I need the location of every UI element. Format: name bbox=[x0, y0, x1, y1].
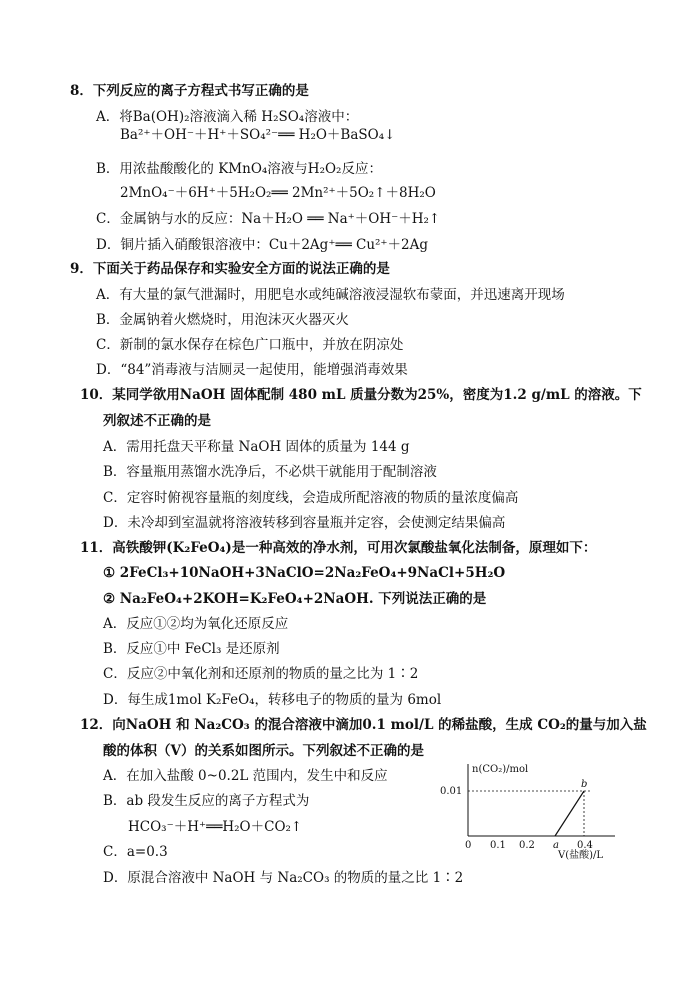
x-tick-label: 0.4 bbox=[577, 840, 593, 851]
x-tick-label: 0.1 bbox=[490, 840, 506, 851]
q10-title: 10．某同学欲用NaOH 固体配制 480 mL 质量分数为25%，密度为1.2 g/mL 的溶液。下 bbox=[80, 387, 642, 403]
q8-option-b: B．用浓盐酸酸化的 KMnO₄溶液与H₂O₂反应： bbox=[96, 161, 382, 177]
q8-option-a-equation: Ba²⁺＋OH⁻＋H⁺＋SO₄²⁻══ H₂O＋BaSO₄↓ bbox=[120, 127, 396, 143]
q11-option-c: C．反应②中氧化剂和还原剂的物质的量之比为 1∶2 bbox=[103, 666, 419, 682]
q12-title: 12．向NaOH 和 Na₂CO₃ 的混合溶液中滴加0.1 mol/L 的稀盐酸，生成 CO₂的量与加入盐 bbox=[80, 717, 647, 733]
q8-option-b-equation: 2MnO₄⁻＋6H⁺＋5H₂O₂══ 2Mn²⁺＋5O₂↑＋8H₂O bbox=[120, 185, 436, 201]
series-line bbox=[555, 791, 584, 836]
q10-option-a: A．需用托盘天平称量 NaOH 固体的质量为 144 g bbox=[103, 439, 410, 455]
q10-title-cont: 列叙述不正确的是 bbox=[103, 413, 211, 429]
q9-option-b: B．金属钠着火燃烧时，用泡沫灭火器灭火 bbox=[96, 312, 349, 328]
q8-title: 8．下列反应的离子方程式书写正确的是 bbox=[70, 83, 309, 99]
q10-option-b: B．容量瓶用蒸馏水洗净后，不必烘干就能用于配制溶液 bbox=[103, 464, 437, 480]
q11-title: 11．高铁酸钾(K₂FeO₄)是一种高效的净水剂，可用次氯酸盐氧化法制备，原理如下： bbox=[80, 540, 597, 556]
x-tick-label: 0.2 bbox=[519, 840, 535, 851]
q9-title: 9．下面关于药品保存和实验安全方面的说法正确的是 bbox=[70, 261, 390, 277]
q8-option-a: A．将Ba(OH)₂溶液滴入稀 H₂SO₄溶液中： bbox=[96, 109, 359, 125]
x-tick-label: a bbox=[553, 840, 559, 851]
q12-title-cont: 酸的体积（V）的关系如图所示。下列叙述不正确的是 bbox=[103, 743, 424, 759]
q12-option-b-equation: HCO₃⁻＋H⁺══H₂O＋CO₂↑ bbox=[128, 819, 303, 835]
q11-option-a: A．反应①②均为氧化还原反应 bbox=[103, 616, 289, 632]
q9-option-c: C．新制的氯水保存在棕色广口瓶中，并放在阴凉处 bbox=[96, 337, 404, 353]
q11-reaction-2: ② Na₂FeO₄+2KOH=K₂FeO₄+2NaOH. 下列说法正确的是 bbox=[103, 591, 487, 607]
q11-reaction-1: ① 2FeCl₃+10NaOH+3NaClO=2Na₂FeO₄+9NaCl+5H₂O bbox=[103, 565, 506, 581]
q12-option-d: D．原混合溶液中 NaOH 与 Na₂CO₃ 的物质的量之比 1∶2 bbox=[103, 870, 464, 886]
q11-option-b: B．反应①中 FeCl₃ 是还原剂 bbox=[103, 641, 280, 657]
q9-option-a: A．有大量的氯气泄漏时，用肥皂水或纯碱溶液浸湿软布蒙面，并迅速离开现场 bbox=[96, 287, 565, 303]
q8-option-c: C．金属钠与水的反应：Na＋H₂O ══ Na⁺＋OH⁻＋H₂↑ bbox=[96, 211, 441, 227]
q12-option-c: C．a=0.3 bbox=[103, 844, 168, 860]
q10-option-d: D．未冷却到室温就将溶液转移到容量瓶并定容，会使测定结果偏高 bbox=[103, 515, 506, 531]
x-tick-label: 0 bbox=[465, 840, 472, 851]
co2-volume-graph bbox=[430, 758, 630, 868]
q12-option-a: A．在加入盐酸 0~0.2L 范围内，发生中和反应 bbox=[103, 768, 388, 784]
y-axis-label: n(CO₂)/mol bbox=[472, 764, 529, 775]
q12-option-b: B．ab 段发生反应的离子方程式为 bbox=[103, 793, 310, 809]
x-axis-label: V(盐酸)/L bbox=[558, 850, 604, 861]
q11-option-d: D．每生成1mol K₂FeO₄，转移电子的物质的量为 6mol bbox=[103, 692, 442, 708]
q9-option-d: D．“84”消毒液与洁厕灵一起使用，能增强消毒效果 bbox=[96, 362, 408, 378]
q10-option-c: C．定容时俯视容量瓶的刻度线，会造成所配溶液的物质的量浓度偏高 bbox=[103, 490, 519, 506]
y-tick-label: 0.01 bbox=[440, 786, 463, 797]
point-label-b: b bbox=[581, 779, 588, 790]
q8-option-d: D．铜片插入硝酸银溶液中：Cu＋2Ag⁺══ Cu²⁺＋2Ag bbox=[96, 237, 429, 253]
